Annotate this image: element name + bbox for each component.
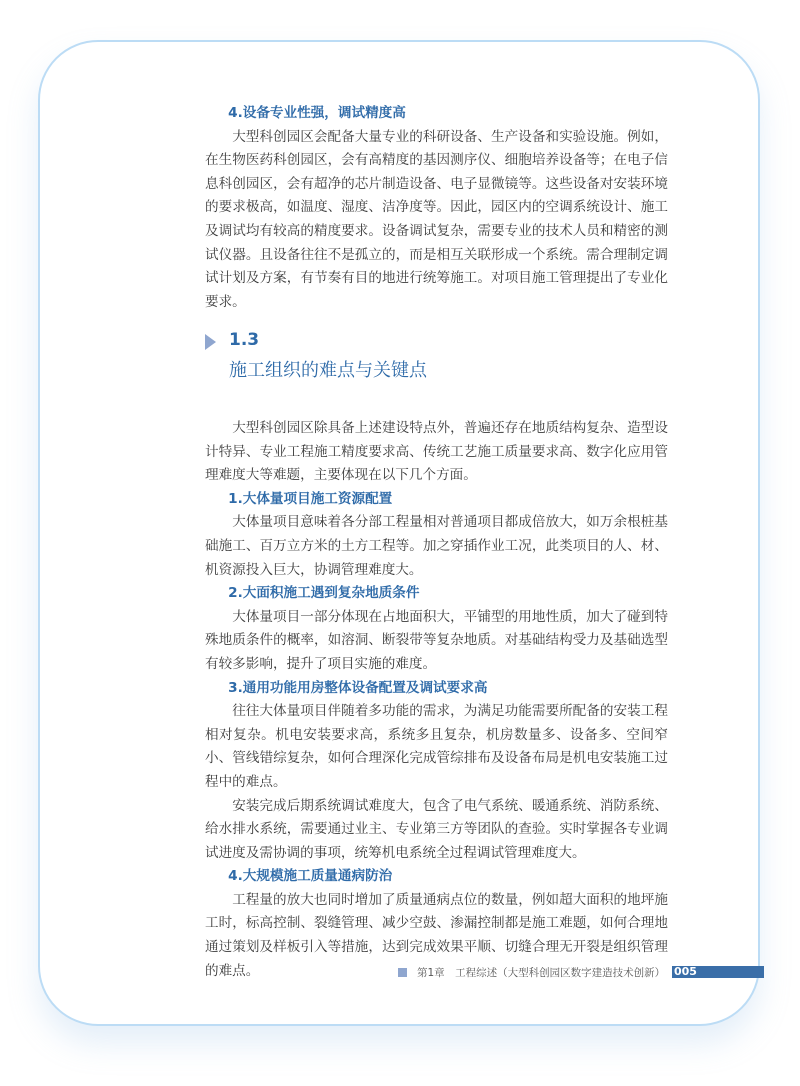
subheading: 2.大面积施工遇到复杂地质条件 <box>228 585 420 602</box>
subheading: 1.大体量项目施工资源配置 <box>228 490 393 507</box>
subheading: 4.设备专业性强，调试精度高 <box>228 105 406 121</box>
section-number: 1.3 <box>229 330 260 350</box>
paragraph: 往往大体量项目伴随着多功能的需求，为满足功能需要所配备的安装工程相对复杂。机电安装要求高，系统多且复杂，机房数量多、设备多、空间窄小、管线错综复杂，如何合理深化完成管综排布及设备布局是机电安装施工过程中的难点。 <box>205 703 668 790</box>
chapter-label: 第1章 工程综述（大型科创园区数字建造技术创新） <box>417 967 666 979</box>
section-body <box>205 417 668 983</box>
paragraph: 大型科创园区会配备大量专业的科研设备、生产设备和实验设施。例如，在生物医药科创园区，会有高精度的基因测序仪、细胞培养设备等；在电子信息科创园区，会有超净的芯片制造设备、电子显微镜等。这些设备对安装环境的要求极高，如温度、湿度、洁净度等。因此，园区内的空调系统设计、施工及调试均有较高的精度要求。设备调试复杂，需要专业的技术人员和精密的测试仪器。且设备往往不是孤立的，而是相互关联形成一个系统。需合理制定调试计划及方案，有节奏有目的地进行统筹施工。对项目施工管理提出了专业化要求。 <box>205 128 668 310</box>
section-title: 施工组织的难点与关键点 <box>229 360 427 381</box>
subheading: 3.通用功能用房整体设备配置及调试要求高 <box>228 679 488 696</box>
paragraph: 工程量的放大也同时增加了质量通病点位的数量，例如超大面积的地坪施工时，标高控制、裂缝管理、减少空鼓、渗漏控制都是施工难题，如何合理地通过策划及样板引入等措施，达到完成效果平顺、切缝合理无开裂是组织管理的难点。 <box>205 891 668 979</box>
paragraph: 安装完成后期系统调试难度大，包含了电气系统、暖通系统、消防系统、给水排水系统，需要通过业主、专业第三方等团队的查验。实时掌握各专业调试进度及需协调的事项，统筹机电系统全过程调试管理难度大。 <box>205 797 668 861</box>
intro-paragraph: 大型科创园区除具备上述建设特点外，普遍还存在地质结构复杂、造型设计特异、专业工程施工精度要求高、传统工艺施工质量要求高、数字化应用管理难度大等难题，主要体现在以下几个方面。 <box>205 420 668 484</box>
footer <box>398 965 665 980</box>
paragraph: 大体量项目一部分体现在占地面积大，平铺型的用地性质，加大了碰到特殊地质条件的概率，如溶洞、断裂带等复杂地质。对基础结构受力及基础选型有较多影响，提升了项目实施的难度。 <box>205 608 668 672</box>
prev-section <box>205 102 668 314</box>
paragraph: 大体量项目意味着各分部工程量相对普通项目都成倍放大，如万余根桩基础施工、百万立方米的土方工程等。加之穿插作业工况，此类项目的人、材、机资源投入巨大，协调管理难度大。 <box>205 514 668 578</box>
triangle-marker-icon <box>205 334 216 350</box>
subheading: 4.大规模施工质量通病防治 <box>228 868 393 885</box>
page-number: 005 <box>672 966 764 978</box>
square-marker-icon <box>398 968 407 977</box>
